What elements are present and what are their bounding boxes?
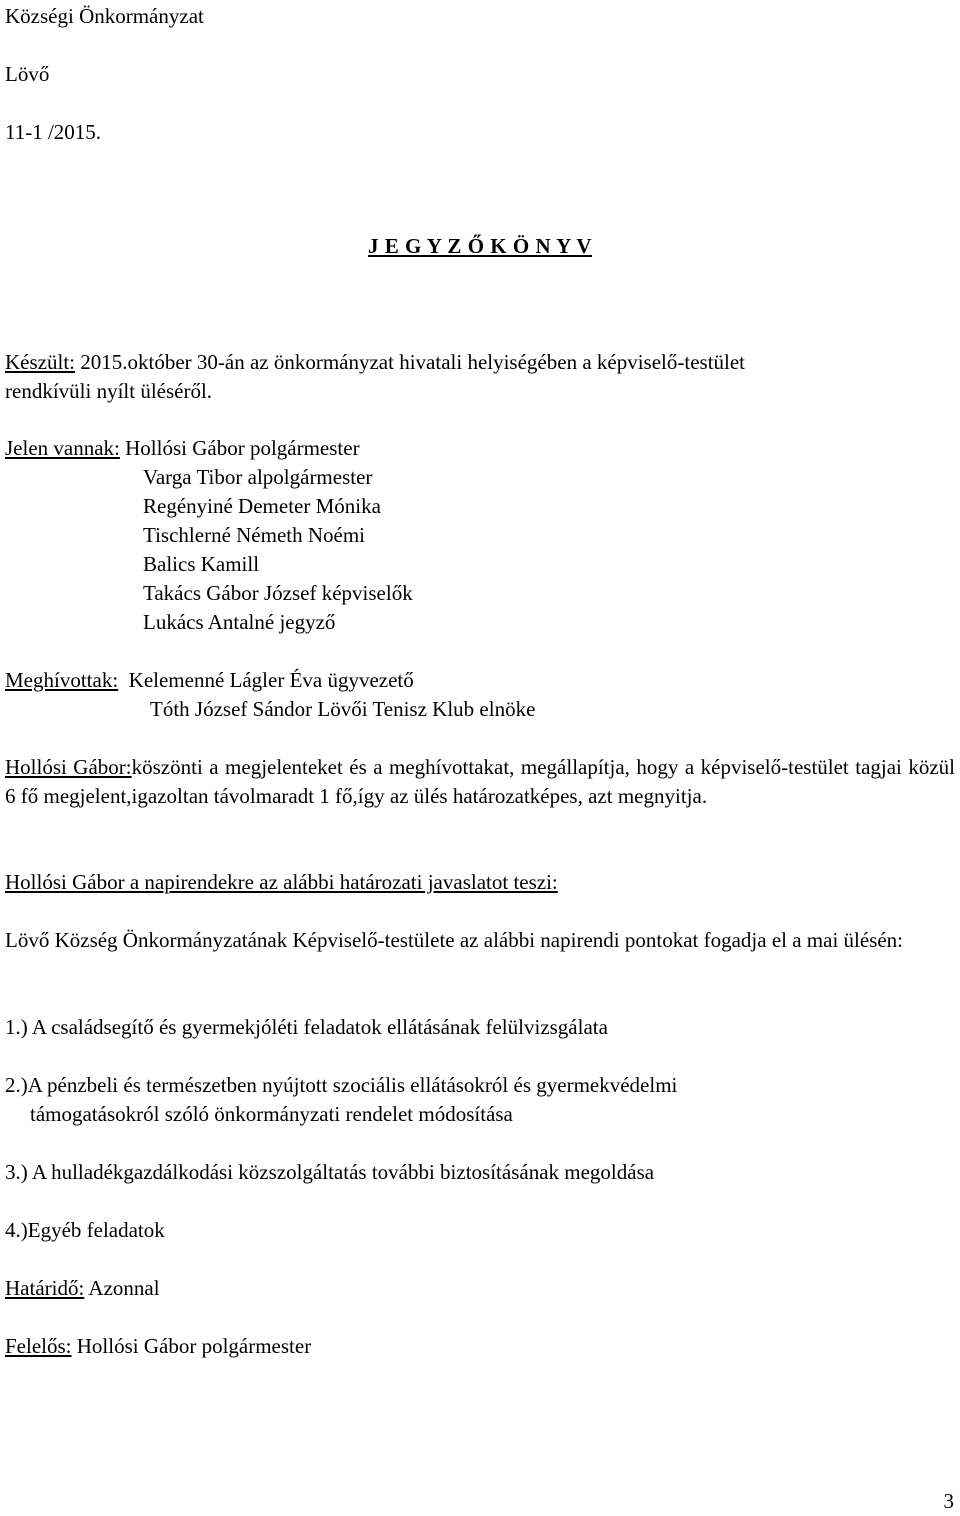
meghivottak-first: Kelemenné Lágler Éva ügyvezető [118,668,414,692]
hatarido-label: Határidő: [5,1276,85,1300]
agenda-item-2: 2.)A pénzbeli és természetben nyújtott szociális ellátásokról és gyermekvédelmi [5,1073,678,1097]
reference-number: 11-1 /2015. [5,120,102,144]
jelen-label: Jelen vannak: [5,436,120,460]
org-name: Községi Önkormányzat [5,4,204,28]
koszontes-speaker: Hollósi Gábor: [5,755,132,779]
hatarozat-paragraph: Lövő Község Önkormányzatának Képviselő-testülete az alábbi napirendi pontokat fogadja el a mai ülésén: [5,928,904,952]
agenda-item-4: 4.)Egyéb feladatok [5,1218,165,1242]
agenda-item-1: 1.) A családsegítő és gyermekjóléti feladatok ellátásának felülvizsgálata [5,1015,608,1039]
jelen-first-line [5,434,360,463]
agenda-item-2-cont: támogatásokról szóló önkormányzati rendelet módosítása [30,1102,513,1126]
jelen-member: Varga Tibor alpolgármester [143,465,373,489]
felelos-value: Hollósi Gábor polgármester [71,1334,312,1358]
jelen-member: Takács Gábor József képviselők [143,581,413,605]
agenda-item-3: 3.) A hulladékgazdálkodási közszolgáltatás további biztosításának megoldása [5,1160,655,1184]
keszult-text: 2015.október 30-án az önkormányzat hivatali helyiségében a képviselő-testület [74,350,746,374]
jelen-member: Tischlerné Németh Noémi [143,523,366,547]
koszontes-text: köszönti a megjelenteket és a meghívottakat, megállapítja, hogy a képviselő-testület tagjai közül 6 fő megjelent,igazoltan távolmaradt 1 fő,így az ülés határozatképes, azt megnyitja. [5,755,955,808]
koszontes-paragraph [5,753,955,811]
meghivottak-label: Meghívottak: [5,668,119,692]
jelen-member: Lukács Antalné jegyző [143,610,336,634]
document-title-text: J E G Y Z Ő K Ö N Y V [367,234,593,258]
felelos-label: Felelős: [5,1334,72,1358]
place-name: Lövő [5,62,50,86]
javaslat-text: Hollósi Gábor a napirendekre az alábbi határozati javaslatot teszi: [5,870,558,894]
jelen-member: Balics Kamill [143,552,260,576]
hatarido-value: Azonnal [84,1276,160,1300]
keszult-line-2: rendkívüli nyílt üléséről. [5,379,213,403]
jelen-first: Hollósi Gábor polgármester [119,436,360,460]
meghivottak-second: Tóth József Sándor Lövői Tenisz Klub elnöke [150,697,536,721]
hatarido-line [5,1274,160,1303]
keszult-label: Készült: [5,350,75,374]
meghivottak-first-line [5,666,414,695]
felelos-line [5,1332,311,1361]
keszult-line-1 [5,348,745,377]
document-title [5,232,955,261]
jelen-member: Regényiné Demeter Mónika [143,494,381,518]
page-number: 3 [943,1489,954,1513]
javaslat-line [5,868,558,897]
